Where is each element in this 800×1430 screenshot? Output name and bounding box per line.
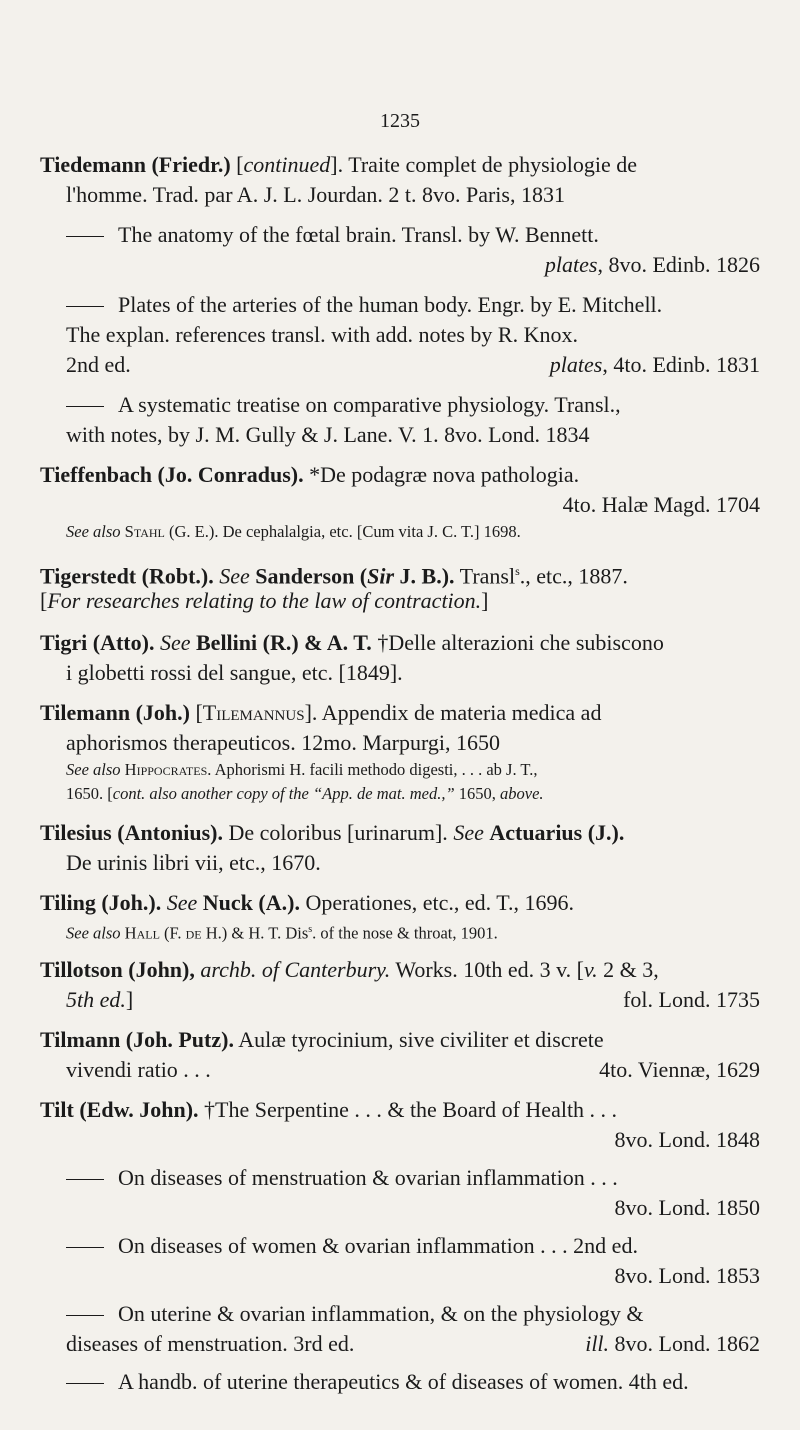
- entry-tilemann: Tilemann (Joh.) [Tilemannus]. Appendix de materia medica ad aphorismos therapeuticos. 12mo. Marpurgi, 1650 See also Hippocrates. Aphorismi H. facili methodo digesti, . . . ab J. T., 1650. [cont. also another copy of the “App. de mat. med.,” 1650, above.: [40, 700, 602, 803]
- repeat-dash: [66, 236, 104, 237]
- entry-tiedemann: Tiedemann (Friedr.) [continued]. Traite complet de physiologie de l'homme. Trad. par A. J. L. Jourdan. 2 t. 8vo. Paris, 1831: [40, 152, 637, 207]
- entry-tiedemann-arteries: Plates of the arteries of the human body. Engr. by E. Mitchell. The explan. references transl. with add. notes by R. Knox. 2nd ed. plates, 4to. Edinb. 1831: [66, 292, 760, 377]
- repeat-dash: [66, 1247, 104, 1248]
- repeat-dash: [66, 1315, 104, 1316]
- entry-tilesius: Tilesius (Antonius). De coloribus [urinarum]. See Actuarius (J.). De urinis libri vii, etc., 1670.: [40, 820, 625, 875]
- repeat-dash: [66, 406, 104, 407]
- entry-tillotson: Tillotson (John), archb. of Canterbury. Works. 10th ed. 3 v. [v. 2 & 3, 5th ed.] fol. Lond. 1735: [40, 957, 760, 1012]
- page-number: 1235: [380, 110, 420, 132]
- entry-tigerstedt: Tigerstedt (Robt.). See Sanderson (Sir J. B.). Transl$^s$., etc., 1887. [For researches relating to the law of contraction.]: [40, 563, 628, 613]
- entry-tilt-women: On diseases of women & ovarian inflammation . . . 2nd ed. 8vo. Lond. 1853: [40, 1231, 760, 1291]
- repeat-dash: [66, 306, 104, 307]
- entry-tiling: Tiling (Joh.). See Nuck (A.). Operationes, etc., ed. T., 1696. See also Hall (F. de H.) & H. T. Dis$^s$. of the nose & throat, 1901.: [40, 890, 575, 943]
- entry-tiedemann-fetal-brain: The anatomy of the fœtal brain. Transl. by W. Bennett. plates, 8vo. Edinb. 1826: [40, 220, 760, 280]
- entry-tilt-handbook: A handb. of uterine therapeutics & of diseases of women. 4th ed.: [40, 1367, 760, 1397]
- entry-tilt: Tilt (Edw. John). †The Serpentine . . . & the Board of Health . . . 8vo. Lond. 1848: [40, 1097, 760, 1152]
- entry-tieffenbach: Tieffenbach (Jo. Conradus). *De podagræ nova pathologia. 4to. Halæ Magd. 1704 See also Stahl (G. E.). De cephalalgia, etc. [Cum vita J. C. T.] 1698.: [40, 462, 760, 541]
- entry-tiedemann-comparative: A systematic treatise on comparative physiology. Transl., with notes, by J. M. Gully & J. Lane. V. 1. 8vo. Lond. 1834: [66, 392, 621, 447]
- entry-tilt-menstruation: On diseases of menstruation & ovarian inflammation . . . 8vo. Lond. 1850: [40, 1163, 760, 1223]
- entry-heading: Tiedemann (Friedr.): [40, 152, 231, 177]
- entry-tigri: Tigri (Atto). See Bellini (R.) & A. T. †Delle alterazioni che subiscono i globetti rossi del sangue, etc. [1849].: [40, 630, 664, 685]
- entry-tilmann: Tilmann (Joh. Putz). Aulæ tyrocinium, sive civiliter et discrete vivendi ratio . . . 4to. Viennæ, 1629: [40, 1027, 760, 1082]
- entry-tilt-uterine: On uterine & ovarian inflammation, & on the physiology & diseases of menstruation. 3rd ed. ill. 8vo. Lond. 1862: [66, 1301, 760, 1356]
- repeat-dash: [66, 1179, 104, 1180]
- repeat-dash: [66, 1383, 104, 1384]
